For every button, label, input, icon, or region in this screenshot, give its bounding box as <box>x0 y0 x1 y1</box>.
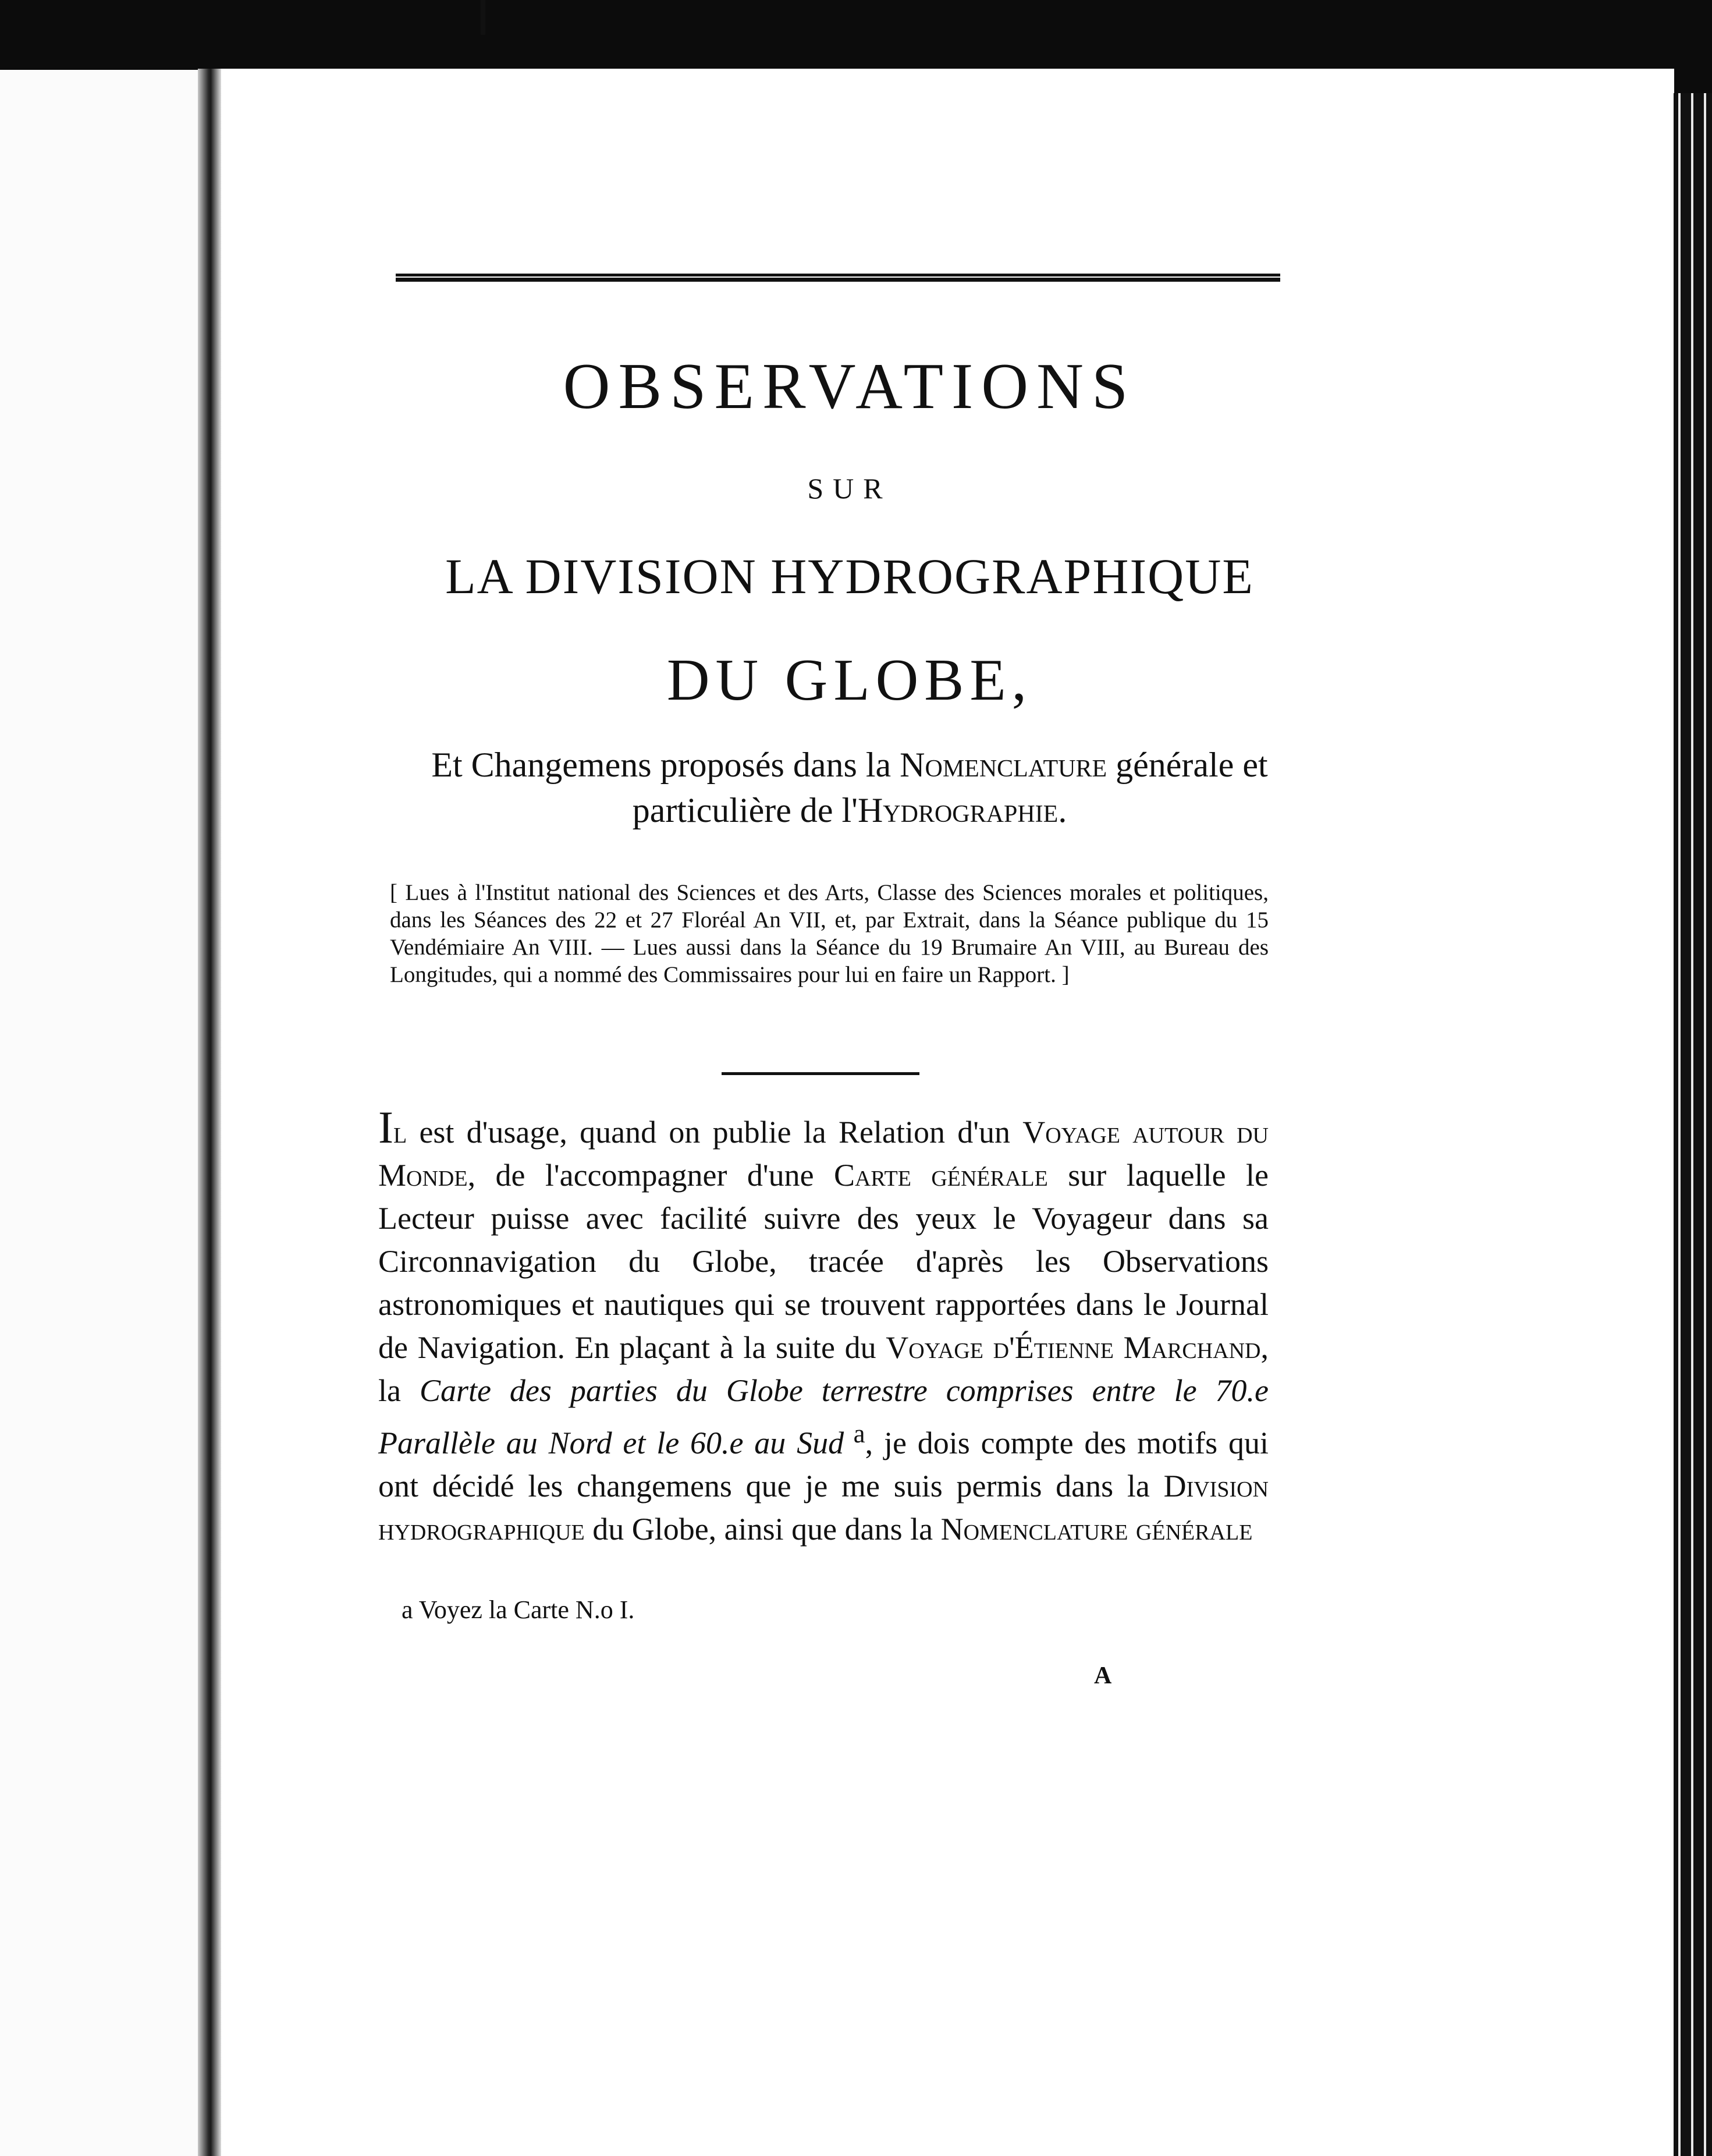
section-rule <box>722 1072 919 1075</box>
body-span: Voyage autour du Monde <box>378 1115 1269 1193</box>
body-span: Division hydrographique <box>378 1469 1269 1547</box>
body-span: , de l'accompagner d'une <box>467 1158 834 1193</box>
footnote-ref: a <box>844 1419 865 1448</box>
top-double-rule <box>396 274 1280 282</box>
body-span: du Globe, ainsi que dans la <box>584 1512 941 1547</box>
subtitle-description <box>372 742 1327 833</box>
body-span: sur laquelle le Lecteur puisse avec facilité suivre des yeux le Voyageur dans sa Circonnavigation du Globe, tracée d'après les Observations astronomiques et nautiques qui se trouvent rapportées dans le Journal de Navigation. En plaçant à la suite du <box>378 1158 1269 1365</box>
signature-mark: A <box>1094 1662 1112 1689</box>
body-span: , je dois compte des motifs qui ont décidé les changemens que je me suis permis dans la <box>378 1425 1269 1503</box>
page-title: OBSERVATIONS <box>563 350 1136 423</box>
reading-note: [ Lues à l'Institut national des Sciences et des Arts, Classe des Sciences morales et politiques, dans les Séances des 22 et 27 Floréal An VII, et, par Extrait, dans la Séance publique du 15 Vendémiaire An VIII. — Lues aussi dans la Séance du 19 Brumaire An VIII, au Bureau des Longitudes, qui a nommé des Commissaires pour lui en faire un Rapport. ] <box>390 880 1269 987</box>
body-span: , la <box>378 1330 1269 1408</box>
body-span: l <box>393 1115 407 1150</box>
body-span: Carte générale <box>833 1158 1048 1193</box>
body-span: Voyage d'Étienne Marchand <box>886 1330 1261 1365</box>
footnote: a Voyez la Carte N.o I. <box>402 1595 635 1624</box>
body-span: Nomenclature générale <box>940 1512 1253 1547</box>
body-paragraph <box>378 1102 1269 1551</box>
title-connector: SUR <box>807 472 892 505</box>
changes-hydrographie: Hydrographie. <box>857 791 1067 829</box>
drop-cap: I <box>378 1102 393 1153</box>
changes-nomenclature: Nomenclature <box>900 746 1107 784</box>
changes-text-2: générale et particulière de l' <box>632 746 1268 829</box>
subtitle-line-2: DU GLOBE, <box>666 647 1033 713</box>
map-title-italic: Carte des parties du Globe terrestre comprises entre le 70.e Parallèle au Nord et le 60.e au Sud <box>378 1373 1269 1460</box>
body-span: est d'usage, quand on publie la Relation d'un <box>407 1115 1023 1150</box>
changes-text-1: Et Changemens proposés dans la <box>431 746 900 784</box>
subtitle-line-1: LA DIVISION HYDROGRAPHIQUE <box>445 548 1254 604</box>
